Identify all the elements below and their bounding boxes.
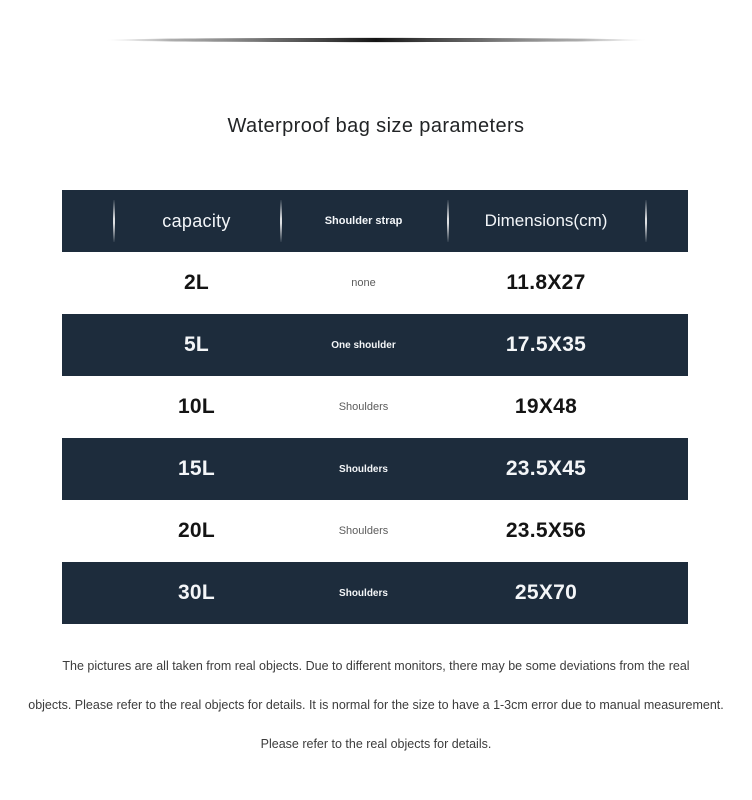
cell-capacity: 2L (183, 271, 210, 294)
cell-capacity: 5L (183, 333, 210, 356)
table-row (62, 562, 688, 624)
cell-capacity: 10L (177, 395, 216, 418)
table-header-row (62, 190, 688, 252)
cell-strap: Shoulders (339, 463, 388, 475)
disclaimer (0, 658, 752, 775)
header-divider (280, 200, 282, 242)
cell-capacity: 20L (177, 519, 216, 542)
disclaimer-line: The pictures are all taken from real objects. Due to different monitors, there may be some deviations from the real (62, 659, 690, 673)
cell-dimensions: 23.5X56 (505, 519, 587, 542)
disclaimer-line: objects. Please refer to the real objects for details. It is normal for the size to have a 1-3cm error due to manual measurement. (28, 698, 724, 712)
cell-dimensions: 19X48 (514, 395, 578, 418)
table-row (62, 376, 688, 438)
cell-strap: One shoulder (331, 339, 396, 351)
cell-dimensions: 17.5X35 (505, 333, 587, 356)
header-cell-strap: Shoulder strap (324, 215, 403, 227)
header-divider (113, 200, 115, 242)
cell-strap: Shoulders (338, 401, 389, 413)
cell-strap: Shoulders (338, 525, 389, 537)
header-cell-dimensions: Dimensions(cm) (484, 211, 608, 230)
disclaimer-line: Please refer to the real objects for details. (260, 737, 492, 751)
header-cell-capacity: capacity (162, 210, 231, 231)
cell-capacity: 15L (177, 457, 216, 480)
cell-dimensions: 25X70 (514, 581, 578, 604)
size-table (62, 190, 688, 624)
table-row (62, 314, 688, 376)
cell-strap: none (351, 277, 376, 289)
decorative-divider-line (104, 36, 648, 44)
cell-strap: Shoulders (339, 587, 388, 599)
header-divider (645, 200, 647, 242)
cell-dimensions: 23.5X45 (505, 457, 587, 480)
cell-capacity: 30L (177, 581, 216, 604)
table-row (62, 438, 688, 500)
cell-dimensions: 11.8X27 (506, 271, 586, 294)
table-row (62, 252, 688, 314)
table-row (62, 500, 688, 562)
header-divider (447, 200, 449, 242)
page-title: Waterproof bag size parameters (227, 115, 525, 137)
